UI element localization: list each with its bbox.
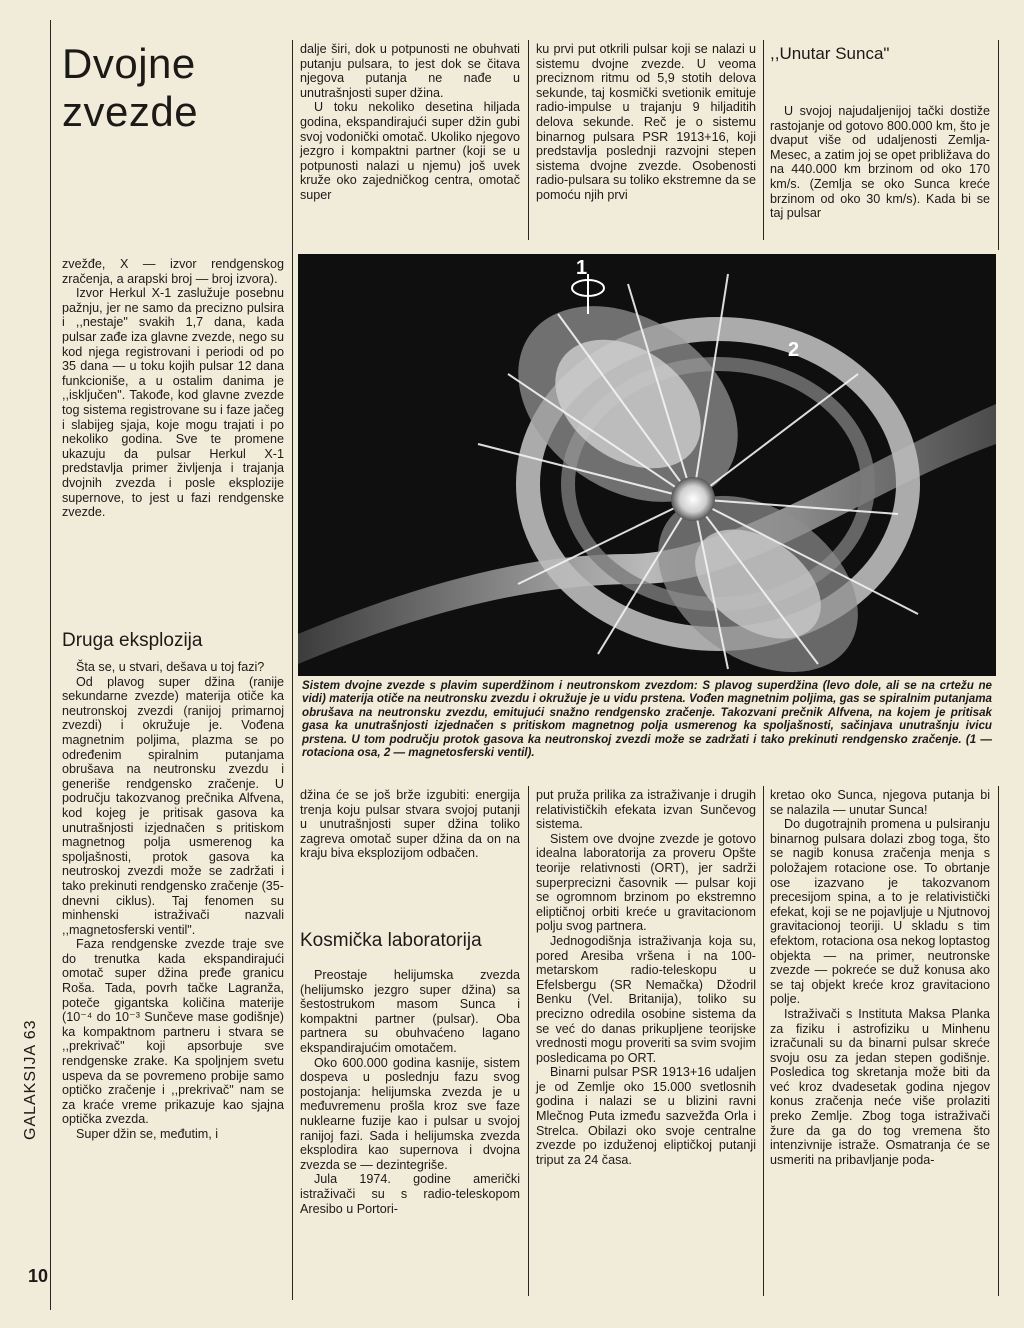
section-heading: Kosmička laboratorija <box>300 930 482 951</box>
paragraph: zvežđe, X — izvor rendgenskog zračenja, a arapski broj — broj izvora). <box>62 257 284 286</box>
paragraph: Binarni pulsar PSR 1913+16 udaljen je od Zemlje oko 15.000 svetlosnih godina i nalazi se u blizini ravni Mlečnog Puta između sazvežđa Orla i Strelca. Obilazi oko svoje centralne zvezde po izduženoj eliptičkoj putanji triput za 24 časa. <box>536 1065 756 1167</box>
section-heading: Druga eksplozija <box>62 630 203 651</box>
article-title <box>62 40 198 136</box>
figure-caption: Sistem dvojne zvezde s plavim superdžinom i neutronskom zvezdom: S plavog superdžina (levo dole, ali se na crtežu ne vidi) materija otiče na neutronsku zvezdu i okružuje je u vidu prstena. Vođen magnetnim poljima, gas se spiralnim putanjama obrušava na neutronsku zvezdu, emitujući snažno rendgensko zračenje. Takozvani prečnik Alfvena, na kojem je pritisak gasa ka unutrašnjosti izjednačen s pritiskom magnetnog polja usmerenog ka spoljašnosti, sačinjava unutrašnju ivicu prstena. U tom području protok gasova ka neutronskoj zvezdi može se zadržati i tako prekinuti rendgensko zračenje. (1 — rotaciona osa, 2 — magnetosferski ventil). <box>302 679 992 760</box>
column-4-upper <box>770 104 990 221</box>
paragraph: dalje širi, dok u potpunosti ne obuhvati putanju pulsara, to jest dok se čitava njegova putanja ne nađe u unutrašnjosti super džina. <box>300 42 520 100</box>
journal-name: GALAKSIJA 63 <box>22 1019 39 1140</box>
figure-label: 2 <box>788 339 800 361</box>
column-3-lower <box>536 788 756 1167</box>
column-2-lower <box>300 788 520 861</box>
column-3-upper <box>536 42 756 203</box>
paragraph: džina će se još brže izgubiti: energija trenja koju pulsar stvara svojoj putanji u unutrašnjosti super džina toliko zagreva omotač super džina da on na kraju biva eksplozijom odbačen. <box>300 788 520 861</box>
figure-label: 1 <box>576 257 588 279</box>
paragraph: Jula 1974. godine američki istraživači su s radio-teleskopom Aresibo u Portori- <box>300 1172 520 1216</box>
paragraph: Izvor Herkul X-1 zaslužuje posebnu pažnju, jer ne samo da precizno pulsira i ,,nestaje" svakih 1,7 dana, kada pulsar zađe iza glavne zvezde, nego su kod njega registrovani i periodi od po 35 dana — u toku kojih pulsar 12 dana funkcioniše, a u ostalim danima je ,,isključen". Takođe, kod glavne zvezde tog sistema registrovane su i faze jačeg i slabijeg sjaja, koje mogu trajati i po nekoliko godina. Sve te promene ukazuju da pulsar Herkul X-1 predstavlja primer življenja i trajanja dvojnih zvezda i posle eksplozije supernove, to jest u fazi rendgenske zvezde. <box>62 286 284 520</box>
paragraph: U svojoj najudaljenijoj tački dostiže rastojanje od gotovo 800.000 km, što je dvaput više od udaljenosti Zemlja-Mesec, a zatim joj se opet približava do na 440.000 km brzinom od oko 170 km/s. (Zemlja se oko Sunca kreće brzinom od oko 30 km/s). Kada bi se taj pulsar <box>770 104 990 221</box>
column-rule <box>998 786 999 1296</box>
column-1-lower <box>62 660 284 1142</box>
paragraph: kretao oko Sunca, njegova putanja bi se nalazila — unutar Sunca! <box>770 788 990 817</box>
paragraph: Super džin se, međutim, i <box>76 1127 219 1141</box>
column-4-lower <box>770 788 990 1167</box>
column-2-lower-text <box>300 968 520 1216</box>
paragraph: Sistem ove dvojne zvezde je gotovo idealna laboratorija za proveru Opšte teorije relativnosti (ORT), jer sadrži superprecizni časovnik — pulsar koji se ogromnom brzinom po ekstremno eliptičnoj orbiti kreće u gravitacionom polju svog partnera. <box>536 831 756 934</box>
column-rule <box>528 40 529 240</box>
paragraph: Faza rendgenske zvezde traje sve do trenutka kada ekspandirajući omotač super džina pređe granicu Roša. Tada, povrh tačke Lagranža, poteče gigantska količina materije (10⁻⁴ do 10⁻³ Sunčeve mase godišnje) ka kompaktnom partneru i stvara se ,,prekrivač" koji apsorbuje sve rendgenske zrake. Ka spoljnjem svetu uspeva da se povremeno probije samo optičko zračenje i ,,prekrivač" nam se za kraće vreme prikazuje kao sjajna optička zvezda. <box>62 937 284 1127</box>
column-rule <box>998 40 999 250</box>
box-heading: ,,Unutar Sunca" <box>770 44 890 63</box>
column-1-upper <box>62 257 284 520</box>
column-rule <box>292 40 293 1300</box>
column-rule <box>763 40 764 240</box>
column-rule <box>763 786 764 1296</box>
paragraph: Od plavog super džina (ranije sekundarne zvezde) materija otiče ka neutronskoj zvezdi (ranijoj primarnoj zvezdi) i okružuje je. Vođena magnetnim poljima, plazma se po određenim spiralnim putanjama obrušava na neutronsku zvezdu i generiše rendgensko zračenje. U području takozvanog prečnika Alfvena, kod kojeg je pritisak gasova ka unutrašnjosti izjednačen s pritiskom magnetnog polja usmerenog ka spoljašnosti, protok gasova ka neutroskoj zvezdi može se zadržati i tako prekinuti rendgensko zračenje (35-dnevni ciklus). Taj fenomen su minhenski istraživači nazvali ,,magnetosferski ventil". <box>62 674 284 937</box>
paragraph: U toku nekoliko desetina hiljada godina, ekspandirajući super džin gubi svoj vodonički omotač. Ukoliko njegovo jezgro i kompaktni partner (koji se u potpunosti nalazi u njemu) još uvek kruže oko zajedničkog centra, omotač super <box>300 100 520 202</box>
illustration-svg <box>298 254 996 676</box>
paragraph: put pruža prilika za istraživanje i drugih relativističkih efekata izvan Sunčevog sistema. <box>536 788 756 832</box>
column-rule <box>528 786 529 1296</box>
title-line: zvezde <box>62 88 199 135</box>
paragraph: Oko 600.000 godina kasnije, sistem dospeva u poslednju fazu svog postojanja: helijumska zvezda je u međuvremenu prošla kroz sve faze nuklearne fuzije kao i pulsar u svojoj ranijoj fazi. Sada i helijumska zvezda eksplodira kao supernova i dvojna zvezda se — dezintegriše. <box>300 1055 520 1172</box>
paragraph: Do dugotrajnih promena u pulsiranju binarnog pulsara dolazi zbog toga, što se nagib konusa zračenja menja s položajem rotacione ose. To obrtanje ose izazvano je takozvanom precesijom spina, a to je relativistički efekat, koji se ne pojavljuje u Njutnovoj gravitacionoj teoriji. U skladu s tim efektom, rotaciona osa nekog loptastog objekta — na primer, neutronske zvezde — pokreće se duž konusa ako se taj objekt kreće kroz gravitaciono polje. <box>770 817 990 1007</box>
page-number: 10 <box>28 1266 49 1286</box>
title-line: Dvojne <box>62 40 196 87</box>
paragraph: Istraživači s Instituta Maksa Planka za fiziku i astrofiziku u Minhenu izračunali su da binarni pulsar skreće svoju osu za jedan stepen godišnje. Posledica tog skretanja može biti da već kroz dvadesetak godina njegov konus zračenja neće više prolaziti preko Zemlje. Zbog toga istraživači žure da ga do tog vremena što intenzivnije istraže. Osmatranja će se usmeriti na pribavljanje poda- <box>770 1006 990 1167</box>
paragraph: Preostaje helijumska zvezda (helijumsko jezgro super džina) sa šestostrukom masom Sunca i kompaktni partner (pulsar). Oba partnera su obuhvaćeno lagano ekspandirajućim omotačem. <box>300 968 520 1055</box>
paragraph: ku prvi put otkrili pulsar koji se nalazi u sistemu dvojne zvezde. U veoma preciznom ritmu od 5,9 stotih delova sekunde, taj kosmički svetionik emituje radio-impulse u trajanju 9 hiljaditih delova sekunde. Reč je o sistemu binarnog pulsara PSR 1913+16, koji predstavlja poslednji razvojni stepen sistema dvojne zvezde. Osobenosti radio-pulsara su toliko ekstremne da se pomoću njih prvi <box>536 42 756 202</box>
paragraph: Jednogodišnja istraživanja koja su, pored Aresiba vršena i na 100-metarskom radio-teleskopu u Efelsbergu (SR Nemačka) Džodril Benku (Vel. Britanija), toliko su precizno odredila osobine sistema da se već do danas prikupljene teorijske vrednosti mogu proveriti sa svim svojim posledicama po ORT. <box>536 933 756 1065</box>
binary-star-illustration <box>298 254 996 676</box>
paragraph: Šta se, u stvari, dešava u toj fazi? <box>76 660 265 674</box>
column-rule <box>50 20 51 1310</box>
column-2-upper <box>300 42 520 203</box>
